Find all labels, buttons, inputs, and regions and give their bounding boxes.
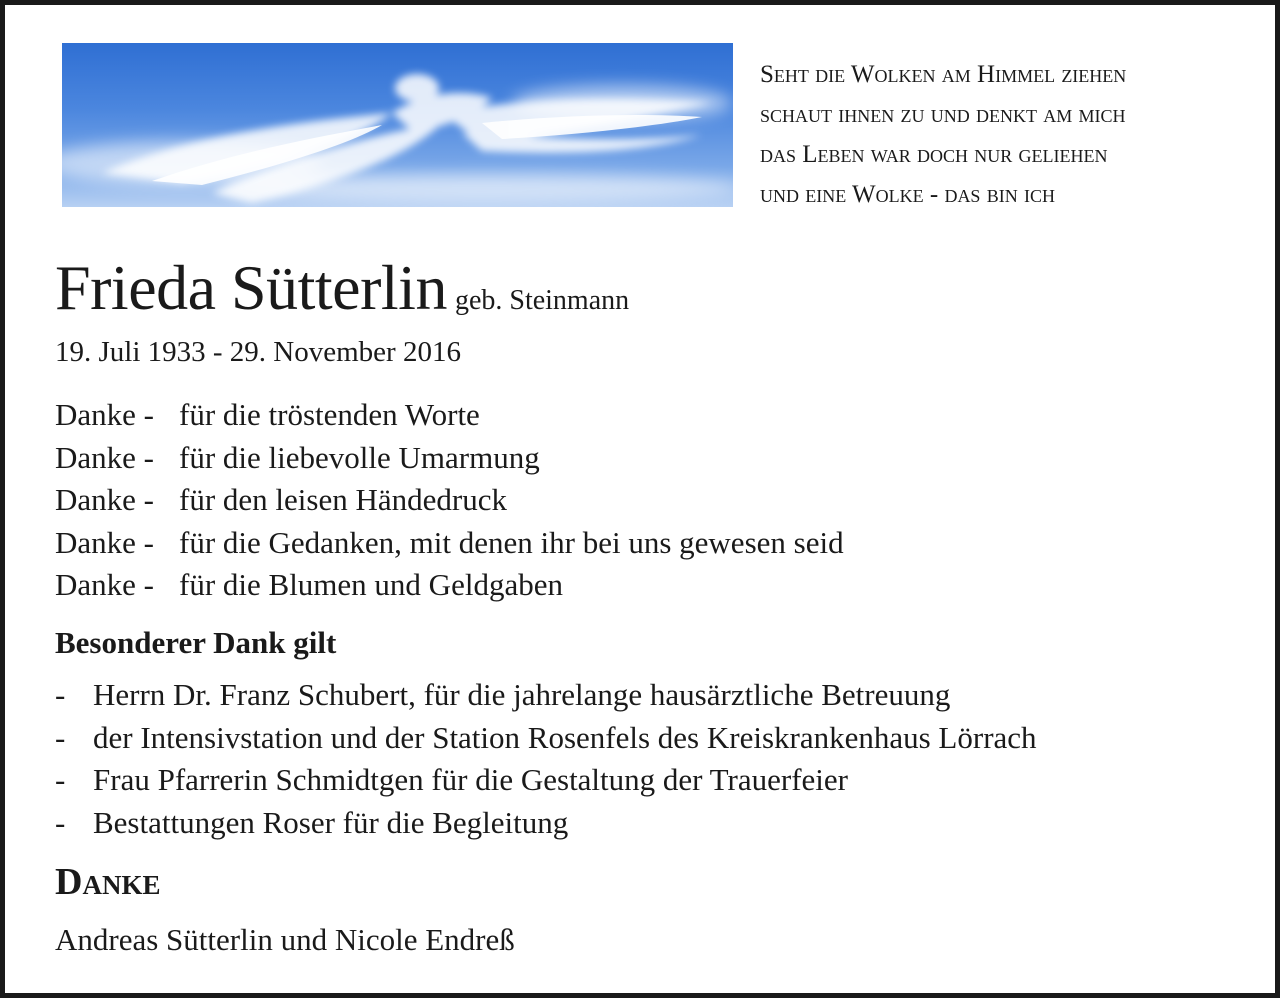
thanks-text: für die liebevolle Umarmung [179,439,540,475]
thanks-text: für die Blumen und Geldgaben [179,567,563,602]
thanks-word: Danke - [55,439,154,475]
poem-line: Seht die Wolken am Himmel ziehen [760,61,1127,88]
thanks-word: Danke - [55,397,154,432]
thanks-row [55,479,844,522]
special-thanks-item [55,802,1037,845]
list-bullet: - [55,804,66,840]
special-thanks-title: Besonderer Dank gilt [55,625,337,660]
special-thanks-text: Bestattungen Roser für die Begleitung [93,804,569,840]
poem-line: schaut ihnen zu und denkt am mich [760,101,1126,128]
thanks-list [55,394,844,607]
thanks-row [55,437,844,480]
deceased-name-line [55,251,629,325]
special-thanks-text: Herrn Dr. Franz Schubert, für die jahrelange hausärztliche Betreuung [93,677,951,712]
thanks-row [55,394,844,437]
special-thanks-text: der Intensivstation und der Station Rosenfels des Kreiskrankenhaus Lörrach [93,719,1037,755]
list-bullet: - [55,719,66,755]
special-thanks-text: Frau Pfarrerin Schmidtgen für die Gestaltung der Trauerfeier [93,762,848,797]
deceased-name: Frieda Sütterlin [55,252,447,323]
thanks-word: Danke - [55,567,154,602]
born-name: geb. Steinmann [454,285,630,316]
list-bullet: - [55,762,66,797]
cloud-angel-image [62,43,733,207]
special-thanks-item [55,717,1037,760]
thanks-row [55,522,844,565]
poem-line: das Leben war doch nur geliehen [760,141,1108,168]
thanks-text: für die Gedanken, mit denen ihr bei uns gewesen seid [179,524,844,560]
thanks-text: für den leisen Händedruck [179,482,507,517]
thanks-word: Danke - [55,524,154,560]
thanks-word: Danke - [55,482,154,517]
thanks-text: für die tröstenden Worte [179,397,480,432]
thanks-row [55,564,844,607]
closing-danke: Danke [55,861,161,903]
special-thanks-list [55,674,1037,844]
life-dates: 19. Juli 1933 - 29. November 2016 [55,336,461,368]
poem-line: und eine Wolke - das bin ich [760,181,1055,208]
special-thanks-item [55,674,1037,717]
poem [760,55,1260,215]
signers: Andreas Sütterlin und Nicole Endreß [55,922,515,957]
special-thanks-item [55,759,1037,802]
cloud-angel-icon [62,43,733,207]
list-bullet: - [55,677,66,712]
